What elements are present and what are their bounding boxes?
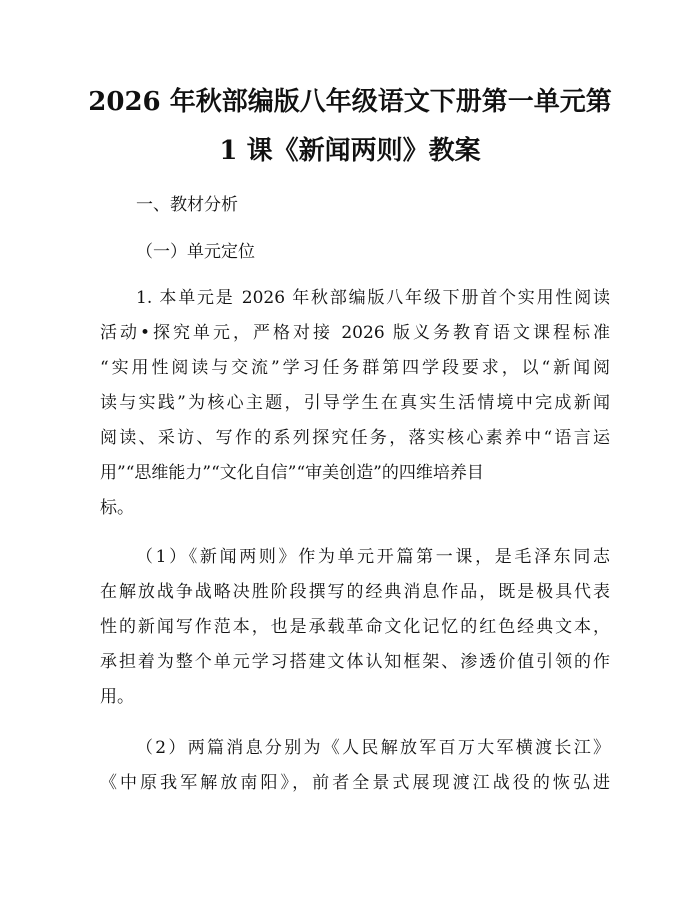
paragraph-line: （2）两篇消息分别为《人民解放军百万大军横渡长江》 [136, 738, 610, 758]
paragraph-line: 在解放战争战略决胜阶段撰写的经典消息作品，既是极具代表 [100, 582, 610, 602]
paragraph-line: 性的新闻写作范本，也是承载革命文化记忆的红色经典文本， [100, 617, 610, 637]
paragraph-line: 承担着为整个单元学习搭建文体认知框架、渗透价值引领的作 [100, 652, 610, 672]
document-title-line-2: 1 课《新闻两则》教案 [219, 136, 481, 166]
paragraph-line: 阅读、采访、写作的系列探究任务，落实核心素养中“语言运 [100, 428, 610, 448]
document-title-line-1: 2026 年秋部编版八年级语文下册第一单元第 [88, 87, 612, 117]
paragraph-line: 《中原我军解放南阳》，前者全景式展现渡江战役的恢弘进 [100, 773, 610, 793]
paragraph-line: 1. 本单元是 2026 年秋部编版八年级下册首个实用性阅读 [136, 288, 610, 308]
paragraph-line: （1）《新闻两则》作为单元开篇第一课，是毛泽东同志 [136, 547, 610, 567]
paragraph-line: 用”“思维能力”“文化自信”“审美创造”的四维培养目 [100, 463, 484, 483]
subsection-heading: （一）单元定位 [136, 242, 255, 262]
paragraph-line: 标。 [100, 498, 134, 518]
paragraph-line: 活动•探究单元，严格对接 2026 版义务教育语文课程标准 [100, 323, 610, 343]
paragraph-line: “实用性阅读与交流”学习任务群第四学段要求，以“新闻阅 [100, 358, 610, 378]
paragraph-line: 用。 [100, 687, 134, 707]
section-heading: 一、教材分析 [136, 195, 238, 215]
paragraph-line: 读与实践”为核心主题，引导学生在真实生活情境中完成新闻 [100, 393, 610, 413]
